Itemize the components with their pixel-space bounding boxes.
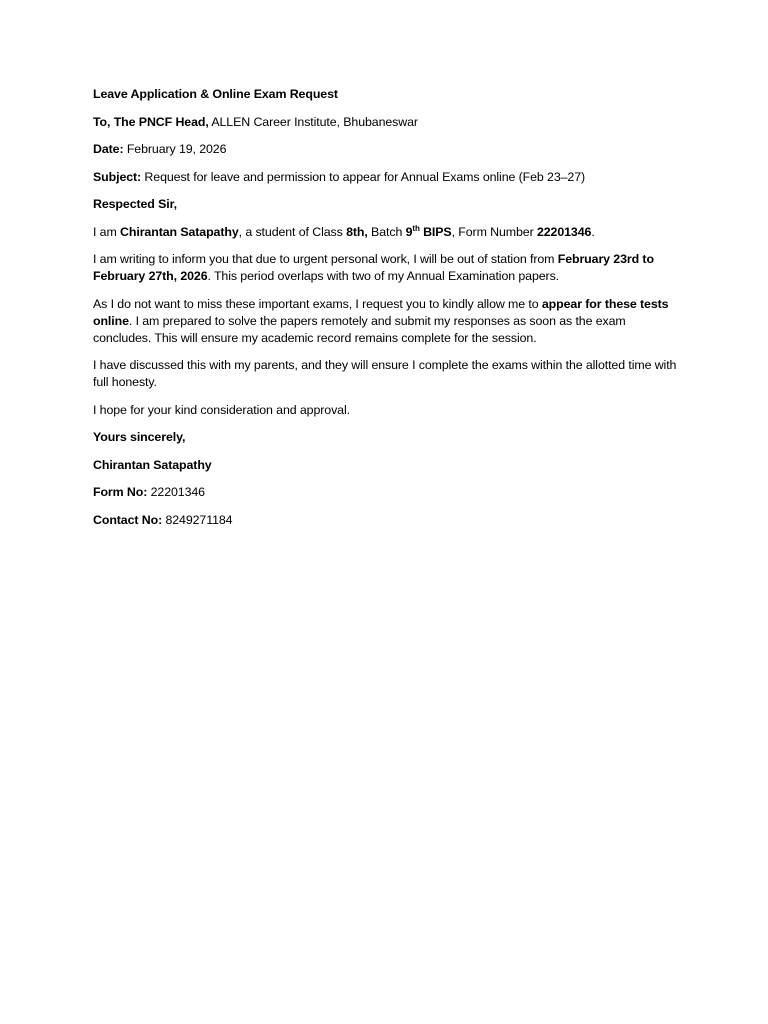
parents-paragraph: I have discussed this with my parents, and they will ensure I complete the exams within the allotted time with full honesty. xyxy=(93,358,677,389)
date-value: February 19, 2026 xyxy=(123,142,227,156)
form-no-label: Form No: xyxy=(93,485,148,499)
contact-no-label: Contact No: xyxy=(93,512,163,527)
subject-label: Subject: xyxy=(93,169,142,184)
intro-paragraph: I am Chirantan Satapathy, a student of Class 8th, Batch 9th BIPS, Form Number 22201346. xyxy=(93,223,595,239)
subject-value: Request for leave and permission to appear for Annual Exams online (Feb 23–27) xyxy=(141,169,586,184)
student-name: Chirantan Satapathy xyxy=(120,224,239,239)
absence-paragraph: I am writing to inform you that due to urgent personal work, I will be out of station from February 23rd to February 27th, 2026. This period overlaps with two of my Annual Examination papers. xyxy=(93,252,654,283)
form-no-value: 22201346 xyxy=(147,485,205,499)
recipient-value: ALLEN Career Institute, Bhubaneswar xyxy=(208,114,418,129)
date-label: Date: xyxy=(93,142,124,156)
closing: Yours sincerely, xyxy=(93,430,186,444)
date-line xyxy=(93,141,683,158)
recipient-line xyxy=(93,114,683,131)
consideration-paragraph: I hope for your kind consideration and approval. xyxy=(93,402,350,417)
request-highlight: appear for these tests online xyxy=(93,296,669,328)
batch-number: 9th BIPS xyxy=(405,223,452,239)
form-no-line xyxy=(93,484,683,501)
contact-no-line xyxy=(93,512,683,529)
student-class: 8th, xyxy=(346,224,368,239)
salutation: Respected Sir, xyxy=(93,197,177,211)
subject-line xyxy=(93,169,683,186)
recipient-label: To, The PNCF Head, xyxy=(93,114,209,129)
letter-title: Leave Application & Online Exam Request xyxy=(93,87,338,101)
form-number: 22201346 xyxy=(536,224,592,239)
absence-dates: February 23rd to February 27th, 2026 xyxy=(93,252,654,283)
request-paragraph: As I do not want to miss these important exams, I request you to kindly allow me to appear for these tests online. I am prepared to solve the papers remotely and submit my responses as soon as the exam concludes. This will ensure my academic record remains complete for the session. xyxy=(93,296,669,345)
contact-no-value: 8249271184 xyxy=(162,512,233,527)
letter-document xyxy=(93,86,683,539)
signature-name: Chirantan Satapathy xyxy=(93,457,212,472)
